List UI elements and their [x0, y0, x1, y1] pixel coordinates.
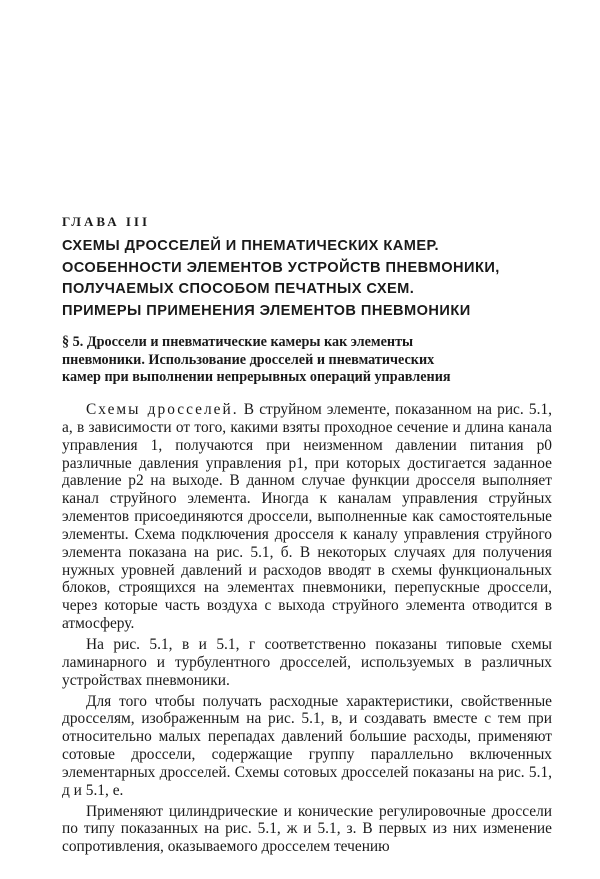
- chapter-title-line: ПРИМЕРЫ ПРИМЕНЕНИЯ ЭЛЕМЕНТОВ ПНЕВМОНИКИ: [62, 302, 471, 319]
- chapter-title-line: ОСОБЕННОСТИ ЭЛЕМЕНТОВ УСТРОЙСТВ ПНЕВМОНИКИ,: [62, 259, 500, 276]
- section-heading-line: § 5. Дроссели и пневматические камеры как элементы: [62, 334, 414, 350]
- chapter-title-line: СХЕМЫ ДРОССЕЛЕЙ И ПНЕМАТИЧЕСКИХ КАМЕР.: [62, 238, 439, 254]
- paragraph: На рис. 5.1, в и 5.1, г соответственно показаны типовые схемы ламинарного и турбулентного дросселей, используемых в различных устройствах пневмоники.: [62, 635, 552, 689]
- chapter-label: ГЛАВА III: [62, 214, 151, 229]
- section-heading-line: пневмоники. Использование дросселей и пневматических: [62, 351, 435, 368]
- section-heading-line: камер при выполнении непрерывных операций управления: [62, 369, 451, 385]
- paragraph-lead: Схемы дросселей.: [86, 401, 239, 418]
- paragraph: Для того чтобы получать расходные характеристики, свойственные дросселям, изображенным на рис. 5.1, в, и создавать вместе с тем при относительно малых перепадах давлений большие расходы, применяют сотовые дроссели, содержащие группу параллельно включенных элементарных дросселей. Схемы сотовых дросселей показаны на рис. 5.1, д и 5.1, е.: [62, 692, 552, 799]
- paragraph: Применяют цилиндрические и конические регулировочные дроссели по типу показанных на рис. 5.1, ж и 5.1, з. В первых из них изменение сопротивления, оказываемого дросселем течению: [62, 802, 552, 856]
- paragraph-text: В струйном элементе, показанном на рис. 5.1, а, в зависимости от того, какими взяты проходное сечение и длина канала управления 1, получаются при неизменном давлении питания p0 различные давления управления p1, при которых достигается заданное давление p2 на выходе. В данном случае функции дросселя выполняет канал струйного элемента. Иногда к каналам управления струйных элементов присоединяются дроссели, выполненные как самостоятельные элементы. Схема подключения дросселя к каналу управления струйного элемента показана на рис. 5.1, б. В некоторых случаях для получения нужных уровней давлений и расходов вводят в схемы функциональных блоков, строящихся на элементах пневмоники, перепускные дроссели, через которые часть воздуха с выхода струйного элемента отводится в атмосферу.: [62, 401, 552, 633]
- body-text: [62, 401, 552, 856]
- chapter-title-line: ПОЛУЧАЕМЫХ СПОСОБОМ ПЕЧАТНЫХ СХЕМ.: [62, 281, 415, 297]
- chapter-title: [62, 236, 552, 322]
- paragraph: [62, 401, 552, 633]
- section-heading: [62, 334, 552, 387]
